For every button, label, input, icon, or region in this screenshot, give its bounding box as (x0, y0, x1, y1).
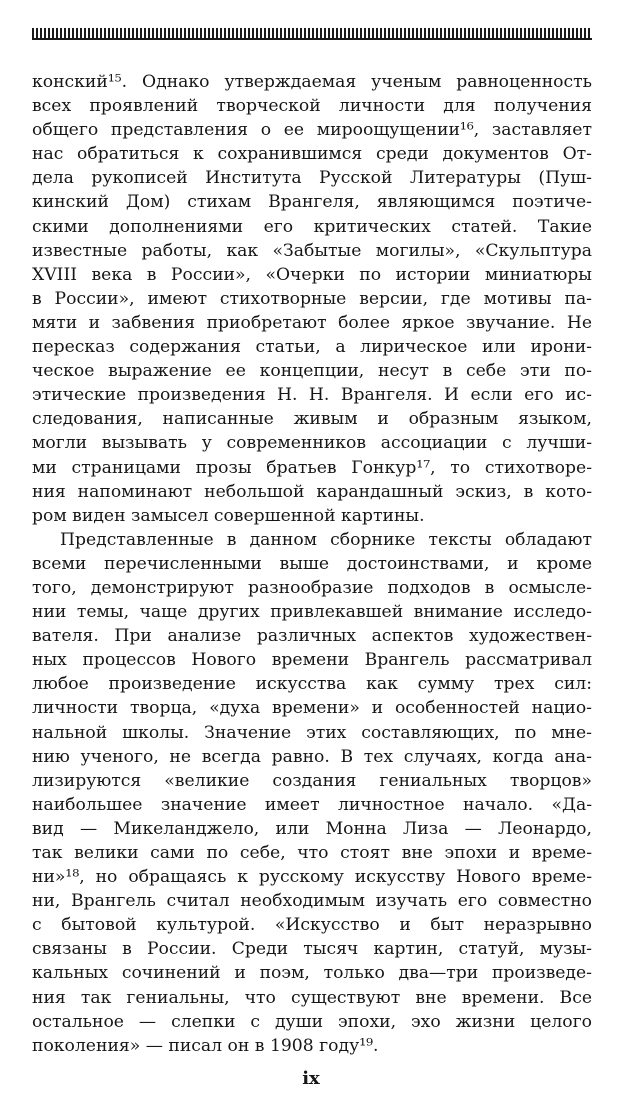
body-text (32, 70, 592, 1058)
text-line: этические произведения Н. Н. Врангеля. И если его ис- (32, 385, 592, 406)
text-line: конский¹⁵. Однако утверждаемая ученым равноценность (32, 72, 592, 92)
text-line: дела рукописей Института Русской Литературы (Пуш- (32, 168, 592, 189)
text-line: нии темы, чаще других привлекавшей внимание исследо- (32, 602, 592, 623)
text-line: могли вызывать у современников ассоциации с лучши- (32, 433, 592, 454)
text-line: лизируются «великие создания гениальных творцов» (32, 770, 592, 791)
text-line: следования, написанные живым и образным языком, (32, 409, 592, 430)
text-line: Представленные в данном сборнике тексты обладают (60, 529, 592, 550)
text-line: того, демонстрируют разнообразие подходов в осмысле- (32, 577, 592, 598)
text-line: вид — Микеланджело, или Монна Лиза — Леонардо, (32, 818, 592, 839)
text-line: кальных сочинений и поэм, только два—три произведе- (32, 963, 592, 984)
text-line: общего представления о ее мироощущении¹⁶, заставляет (32, 120, 592, 141)
text-line: кинский Дом) стихам Врангеля, являющимся поэтиче- (32, 192, 592, 213)
text-line: всех проявлений творческой личности для получения (32, 96, 592, 117)
text-line: нас обратиться к сохранившимся среди документов От- (32, 144, 592, 165)
text-line: ми страницами прозы братьев Гонкур¹⁷, то стихотворе- (32, 457, 592, 478)
text-line: пересказ содержания статьи, а лирическое или ирони- (32, 337, 592, 358)
text-line: нальной школы. Значение этих составляющих, по мне- (32, 722, 592, 743)
text-line: вателя. При анализе различных аспектов художествен- (32, 626, 592, 647)
text-line: ром виден замысел совершенной картины. (32, 505, 425, 526)
text-line: остальное — слепки с души эпохи, эхо жизни целого (32, 1011, 592, 1032)
text-line: скими дополнениями его критических статей. Такие (32, 216, 592, 237)
text-line: XVIII века в России», «Очерки по истории миниатюры (32, 264, 592, 285)
page-number: ix (302, 1068, 320, 1089)
text-line: с бытовой культурой. «Искусство и быт неразрывно (32, 915, 592, 936)
text-line: нию ученого, не всегда равно. В тех случаях, когда ана- (32, 746, 592, 767)
text-line: в России», имеют стихотворные версии, где мотивы па- (32, 288, 592, 309)
paragraph (32, 70, 592, 528)
text-line: известные работы, как «Забытые могилы», «Скульптура (32, 240, 592, 261)
text-line: ческое выражение ее концепции, несут в себе эти по- (32, 361, 592, 382)
paragraph (32, 528, 592, 1058)
book-page (30, 28, 592, 1098)
header-ornament-rule (32, 28, 592, 40)
text-line: всеми перечисленными выше достоинствами, и кроме (32, 553, 592, 574)
text-line: ни»¹⁸, но обращаясь к русскому искусству Нового време- (32, 867, 592, 888)
text-line: ни, Врангель считал необходимым изучать его совместно (32, 891, 592, 912)
text-line: поколения» — писал он в 1908 году¹⁹. (32, 1035, 379, 1056)
text-line: связаны в России. Среди тысяч картин, статуй, музы- (32, 939, 592, 960)
text-line: любое произведение искусства как сумму трех сил: (32, 674, 592, 695)
text-line: личности творца, «духа времени» и особенностей нацио- (32, 698, 592, 719)
text-line: ных процессов Нового времени Врангель рассматривал (32, 650, 592, 671)
text-line: наибольшее значение имеет личностное начало. «Да- (32, 794, 592, 815)
text-line: ния напоминают небольшой карандашный эскиз, в кото- (32, 481, 592, 502)
text-line: так велики сами по себе, что стоят вне эпохи и време- (32, 843, 592, 863)
text-line: мяти и забвения приобретают более яркое звучание. Не (32, 312, 592, 333)
text-line: ния так гениальны, что существуют вне времени. Все (32, 987, 592, 1008)
